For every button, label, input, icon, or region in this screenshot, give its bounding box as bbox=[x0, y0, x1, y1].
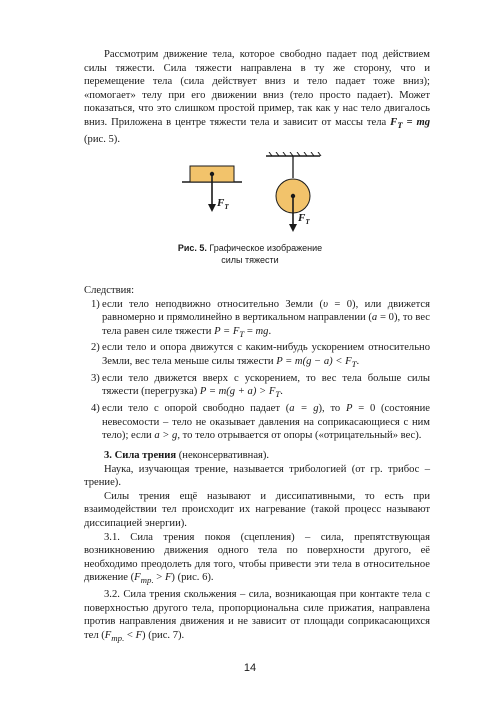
consequences-list bbox=[84, 298, 430, 443]
list-item: 3) если тело движется вверх с ускорением, то вес тела больше силы тяжести (перегрузка) $P = m(g + a) > F_T$. bbox=[91, 372, 430, 400]
caption-line2: силы тяжести bbox=[221, 255, 279, 265]
section-3-title: 3. Сила трения (неконсервативная). bbox=[104, 450, 270, 461]
consequences-block bbox=[84, 284, 430, 443]
static-friction-paragraph: 3.1. Сила трения покоя (сцепления) – сила, препятствующая возникновению движения одного тела по поверхности другого, её необходимо преодолеть для того, чтобы привести эти тела в относительное движение $(F_{тр.} > F)$ (рис. 6). bbox=[84, 531, 430, 586]
intro-text-b: (рис. 5). bbox=[84, 133, 120, 145]
consequences-heading: Следствия: bbox=[84, 285, 135, 296]
left-force-label: $F_T$ bbox=[217, 197, 229, 211]
intro-text-a: Рассмотрим движение тела, которое свободно падает под действием силы тяжести. Сила тяжести направлена в ту же сторону, что и перемещение тела (сила действует вниз и тело падает тоже вниз); «помогает» телу при его движении вниз (тело просто падает). Может показаться, что это слишком простой пример, так как у нас тело двигалось вниз. Приложена в центре тяжести тела и зависит от массы тела bbox=[84, 49, 430, 128]
right-arrow-head bbox=[289, 224, 297, 232]
formula-f: F bbox=[390, 116, 398, 128]
section-3 bbox=[84, 449, 430, 646]
tribology-paragraph: Наука, изучающая трение, называется трибологией (от гр. трибос – трение). bbox=[84, 463, 430, 489]
figure-5-diagram bbox=[180, 152, 330, 240]
figure-caption bbox=[140, 242, 360, 266]
caption-text: Графическое изображение bbox=[206, 243, 323, 253]
caption-label: Рис. 5. bbox=[177, 243, 207, 253]
intro-paragraph bbox=[84, 48, 430, 146]
list-item: 1) если тело неподвижно относительно Земли (υ = 0), или движется равномерно и прямолинейно в вертикальном направлении (a = 0), то вес тела равен силе тяжести $P = F_T$ = mg. bbox=[91, 298, 430, 339]
left-arrow-head bbox=[208, 204, 216, 212]
intro-text bbox=[84, 48, 430, 146]
right-force-label: $F_T$ bbox=[298, 212, 310, 226]
dissipative-paragraph: Силы трения ещё называют и диссипативными, то есть при взаимодействии тел происходит их нагревание (такой процесс называют диссипацией энергии). bbox=[84, 490, 430, 529]
gravity-formula bbox=[390, 116, 430, 131]
sliding-friction-paragraph: 3.2. Сила трения скольжения – сила, возникающая при контакте тела с поверхностью другого тела, пропорциональна силе прижатия, направлена против направления движения и не зависит от площади соприкасающихся тел $(F_{тр.} < F)$ (рис. 7). bbox=[84, 589, 430, 643]
formula-rest: = mg bbox=[402, 116, 430, 128]
list-item: 4) если тело с опорой свободно падает (a = g), то P = 0 (состояние невесомости – тело не оказывает давления на соприкасающиеся с ним тело); если a > g, то тело отрывается от опоры («отрицательный» вес). bbox=[91, 403, 430, 442]
list-item: 2) если тело и опора движутся с каким-нибудь ускорением относительно Земли, вес тела меньше силы тяжести $P = m(g - a) < F_T$. bbox=[91, 342, 430, 370]
page-number: 14 bbox=[243, 662, 257, 674]
formula-sub: T bbox=[397, 120, 403, 131]
